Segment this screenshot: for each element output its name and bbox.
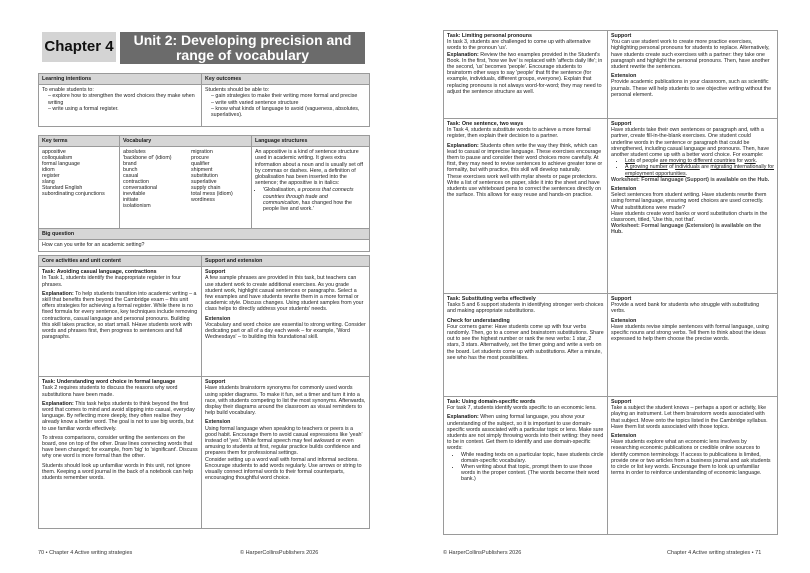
task2-title: Task: Understanding word choice in formal language <box>42 379 176 386</box>
vocab-word: supply chain <box>191 185 221 192</box>
task6-bullet: • When writing about that topic, prompt them to use those words in the proper context. (The words become their word bank.) <box>461 464 604 483</box>
vocab-word: total mess (idiom) <box>191 191 233 198</box>
task3-explanation <box>447 52 604 95</box>
explanation-label: Explanation: <box>447 414 479 421</box>
learning-intentions-heading: Learning intentions <box>39 74 202 85</box>
key-outcomes-heading: Key outcomes <box>202 74 370 85</box>
underlined-word: A growing number <box>625 164 668 171</box>
task3-support-text: You can use student work to create more practice exercises, highlighting personal pronouns for students to replace. Alternatively, have students create such exercises with a partner: they take one paragraph and highlight the personal pronouns. Then, have another student rewrite the sentences. <box>611 39 770 71</box>
task1-extension-text: Vocabulary and word choice are essential to strong writing. Consider dedicating part or all of a day each week – for example, 'Word Wednesdays' – to building this foundational skill. <box>205 321 366 341</box>
vocab-word: qualifier <box>191 161 210 168</box>
task3-cell <box>444 31 608 119</box>
task2-support-cell <box>202 377 370 529</box>
task6-support-text: Take a subject the student knows – perhaps a sport or activity, like playing an instrument. Let them brainstorm words associated with that subject. Move onto the topics listed in the Cambridge syllabus. Have them list words associated with those topics. <box>611 405 768 430</box>
key-term: subordinating conjunctions <box>42 191 105 198</box>
plain-text: are <box>699 164 711 171</box>
learning-intention-item: – write using a formal register. <box>48 106 198 112</box>
extension-label: Extension <box>611 433 637 440</box>
key-outcomes-cell <box>202 85 370 127</box>
key-outcome-item: – gain strategies to make their writing more formal and precise <box>211 93 366 99</box>
vocab-word: 'backbone of' (idiom) <box>123 155 172 162</box>
footer-copyright: © HarperCollinsPublishers 2026 <box>240 550 319 556</box>
quote-end: , has changed how the people live and work.' <box>263 199 352 213</box>
task5-extension-text: Have students revise simple sentences with formal language, using specific nouns and strong verbs. Tell them to think about the ideas expressed to help them choose the precise words. <box>611 323 769 343</box>
task3-title: Task: Limiting personal pronouns <box>447 33 532 39</box>
right-page <box>405 0 810 573</box>
footer-page-number: Chapter 4 Active writing strategies • 71 <box>667 550 762 556</box>
task6-title: Task: Using domain-specific words <box>447 399 536 405</box>
extension-label: Extension <box>611 317 637 324</box>
key-outcome-item: – write with varied sentence structure <box>211 100 366 106</box>
support-label: Support <box>205 379 226 386</box>
task6-support-cell <box>608 397 778 535</box>
underlined-word: individuals <box>675 164 700 171</box>
task1-support-text: A few sample phrases are provided in this task, but teachers can use student work to create additional exercises. As you grade student work, highlight casual sentences or paragraphs. Select a few examples and have students rewrite them in a more formal or academic style. Discuss changes. Using student samples from your class helps to directly address your students' needs. <box>205 275 364 313</box>
task5-check-text: Four corners game: Have students come up with four verbs randomly. Then, go to a corner and brainstorm substitutions. Share out to see the highest number or rank the new verbs: 1 star, 2 stars, 3 stars. Alternatively, set the timer going and write a verb on the board. Let students come up with substitutions. After a minute, see who has the most possibilities. <box>447 323 604 361</box>
task4-paragraph: These exercises work well with mylar sheets or page protectors. Write a list of sentences on paper, slide it into the sheet and have students use whiteboard pens to correct the sentences directly on the surface. This allows for easy reuse and hands-on practice. <box>447 173 601 199</box>
vocab-word: contraction <box>123 179 149 186</box>
task4-intro: In Task 4, students substitute words to achieve a more formal register, then explain their decision to a partner. <box>447 127 591 140</box>
key-outcome-item: – know what kinds of language to avoid (vagueness, absolutes, superlatives). <box>211 106 366 118</box>
vocabulary-heading: Vocabulary <box>120 136 252 147</box>
plain-text: of people <box>635 158 660 165</box>
key-term: appositive <box>42 149 66 156</box>
support-extension-heading: Support and extension <box>202 256 370 267</box>
task2-cell <box>39 377 202 529</box>
task3-intro: In task 3, students are challenged to come up with alternative words to the pronoun 'us'. <box>447 39 591 52</box>
task6-extension-text: Have students explore what an economic lens involves by researching economic publications or credible online sources to identify common terminology. If access to publications is limited, provide one or two articles from a business journal and ask students to circle or list key words. Encourage them to look up unfamiliar terms in order to reinforce understanding of economic language. <box>611 439 771 477</box>
task2-intro: Task 2 requires students to discuss the reasons why word substitutions have been made. <box>42 385 178 398</box>
unit-title: Unit 2: Developing precision and range of vocabulary <box>120 32 365 64</box>
right-activities-table <box>443 30 778 535</box>
task2-extension-text: Consider setting up a word wall with formal and informal sections. Encourage students to add words regularly. Use arrows or string to visually connect informal words to their formal counterparts, encouraging thoughtful word choice. <box>205 456 362 482</box>
appositive-example <box>263 187 366 212</box>
underlined-word: migrating internationally for employment opportunities <box>625 164 775 177</box>
task3-support-cell <box>608 31 778 119</box>
terms-table <box>38 135 370 252</box>
extension-label: Extension <box>205 419 231 426</box>
task1-cell <box>39 267 202 377</box>
task4-extension-text: Select sentences from student writing. Have students rewrite them using formal language, ensuring word choices are used correctly. What substitutions were made? <box>611 192 767 211</box>
activities-table <box>38 255 370 529</box>
explanation-label: Explanation: <box>42 400 74 407</box>
explanation-text: Review the two examples provided in the Student's Book. In the first, 'how we live' is replaced with 'affects daily life'; in the second, 'us' becomes 'people'. Encourage students to brainstorm other ways to say 'people' that fit the sentence (for example, individuals, different groups, everyone). Explain that replacing pronouns is not always word-for-word; they may need to adjust the sentence structure as well. <box>447 51 603 95</box>
task1-support-cell <box>202 267 370 377</box>
language-structures-heading: Language structures <box>252 136 370 147</box>
key-terms-list <box>39 147 120 229</box>
quote-appositive: a process that connects countries through trade and communication <box>263 187 354 206</box>
task4-extension-text: Have students create word banks or word substitution charts in the classroom, titled, 'Use this, not that'. <box>611 210 768 224</box>
vocab-word: substitution <box>191 173 218 180</box>
vocab-word: isolationism <box>123 203 151 210</box>
task5-support-text: Provide a word bank for students who struggle with substituting verbs. <box>611 302 760 315</box>
quote-start: 'Globalisation, <box>263 187 298 194</box>
big-question-heading: Big question <box>39 229 370 240</box>
task4-support-text: Have students take their own sentences or paragraph and, with a partner, create fill-in-the-blank exercises. One student could underline words in the sentence or paragraph that could be strengthened, including casual language and pronouns. Then, have another student come up with a better word choice. For example: <box>611 127 770 159</box>
support-label: Support <box>205 269 226 276</box>
task2-paragraph: Students should look up unfamiliar words in this unit, not ignore them. Keeping a word journal in the back of a notebook can help students remember words. <box>42 462 194 482</box>
task6-cell <box>444 397 608 535</box>
key-term: idiom <box>42 167 55 174</box>
task4-explanation <box>447 143 604 174</box>
vocab-word: migration <box>191 149 213 156</box>
support-label: Support <box>611 121 632 127</box>
check-understanding-label: Check for understanding <box>447 317 510 324</box>
task2-explanation <box>42 401 198 432</box>
key-term: slang <box>42 179 55 186</box>
task6-bullet: • While reading texts on a particular topic, have students circle domain-specific vocabulary. <box>461 452 604 464</box>
extension-label: Extension <box>205 315 231 322</box>
intentions-table <box>38 73 370 127</box>
extension-label: Extension <box>611 73 637 80</box>
explanation-label: Explanation: <box>447 51 479 58</box>
support-label: Support <box>611 399 632 405</box>
task1-explanation <box>42 291 198 341</box>
underlined-word: work <box>744 158 756 165</box>
language-structures-text: An appositive is a kind of sentence structure used in academic writing. It gives extra information about a noun and is usually set off by commas or dashes. Here, a definition of globalisation has been inserted into the sentence; the appositive is in italics: <box>255 149 363 187</box>
footer-copyright: © HarperCollinsPublishers 2026 <box>443 550 522 556</box>
vocab-word: absolutes <box>123 149 146 156</box>
chapter-label: Chapter 4 <box>42 32 116 62</box>
key-outcomes-intro: Students should be able to: <box>205 87 270 94</box>
plain-text: for <box>735 158 745 165</box>
explanation-text: To help students transition into academic writing – a skill that benefits them beyond the Cambridge exam – this unit offers strategies for achieving a formal register. While there is no fixed formula for every sentence, key techniques include removing contractions, casual language and personal pronouns. Building this skill takes practice, so start small. hHave students work with words and phrases first, then progress to sentences and full paragraphs. <box>42 290 198 341</box>
task6-explanation <box>447 414 604 451</box>
task5-support-cell <box>608 294 778 397</box>
task4-support-cell <box>608 119 778 294</box>
key-term: register <box>42 173 60 180</box>
vocab-word: shipment <box>191 167 213 174</box>
task6-intro: For task 7, students identify words specific to an economic lens. <box>447 405 597 412</box>
task5-cell <box>444 294 608 397</box>
underlined-word: Lots <box>625 158 636 165</box>
vocab-word: procure <box>191 155 209 162</box>
explanation-text: Students often write the way they think, which can lead to casual or imprecise language. These exercises encourage them to pause and consider their word choices more carefully. At first, they may need to revise sentences to achieve greater tone or formality, but with practice, this skill will develop naturally. <box>447 142 603 174</box>
learning-intention-item: – explore how to strengthen the word choices they make when writing <box>48 93 198 105</box>
key-term: colloquialism <box>42 155 73 162</box>
task4-cell <box>444 119 608 294</box>
learning-intentions-intro: To enable students to: <box>42 87 94 94</box>
vocab-word: brand <box>123 161 137 168</box>
example-sentence <box>625 164 774 176</box>
core-activities-heading: Core activities and unit content <box>39 256 202 267</box>
task2-paragraph: To stress comparisons, consider writing the sentences on the board, one on top of the other. Draw lines connecting words that have been changed; for example, from 'big' to 'significant'. Discuss why one word is more formal than the other. <box>42 434 198 460</box>
plain-text: . <box>755 158 758 165</box>
explanation-text: When using formal language, you show your understanding of the subject, so it is important to use domain-specific words associated with a particular topic or lens. Make sure students are not simply throwing words into their writing: they need to be in context. Get them to identify and use domain-specific words: <box>447 414 604 452</box>
vocab-word: initiate <box>123 197 139 204</box>
vocab-word: wordiness <box>191 197 215 204</box>
underlined-word: are moving to different countries <box>659 158 736 165</box>
vocab-word: casual <box>123 173 139 180</box>
task1-title: Task: Avoiding casual language, contractions <box>42 269 157 276</box>
task1-intro: In Task 1, students identify the inappropriate register in four phrases. <box>42 275 181 288</box>
key-terms-heading: Key terms <box>39 136 120 147</box>
extension-label: Extension <box>611 186 637 193</box>
task4-title: Task: One sentence, two ways <box>447 121 524 127</box>
plain-text: . <box>685 170 688 177</box>
task5-intro: Tasks 5 and 6 support students in identifying stronger verb choices and making appropriate substitutions. <box>447 302 604 315</box>
plain-text: of <box>667 164 676 171</box>
big-question-text: How can you write for an academic setting? <box>39 240 370 251</box>
explanation-label: Explanation: <box>447 142 479 149</box>
vocab-word: superlative <box>191 179 217 186</box>
vocab-word: bunch <box>123 167 138 174</box>
support-label: Support <box>611 33 632 39</box>
worksheet-note: Worksheet: Formal language (Support) is available on the Hub. <box>611 176 770 183</box>
support-label: Support <box>611 296 632 302</box>
task5-title: Task: Substituting verbs effectively <box>447 296 536 302</box>
vocab-word: conversational <box>123 185 158 192</box>
vocabulary-list <box>120 147 252 229</box>
language-structures-cell <box>252 147 370 229</box>
worksheet-note: Worksheet: Formal language (Extension) is available on the Hub. <box>611 223 762 236</box>
learning-intentions-cell <box>39 85 202 127</box>
explanation-text: This task helps students to think beyond the first word that comes to mind and avoid slipping into casual, everyday language. By reflecting more deeply, they often realise they already know a better word. The goal is not to use big words, but to use familiar words effectively. <box>42 400 195 432</box>
explanation-label: Explanation: <box>42 290 74 297</box>
key-term: formal language <box>42 161 80 168</box>
task2-support-text: Have students brainstorm synonyms for commonly used words using spider diagrams. To make it fun, set a timer and turn it into a race, with students competing to list the most synonyms. Afterwards, display their diagrams around the classroom as visual reminders to help build vocabulary. <box>205 385 366 417</box>
task3-extension-text: Provide academic publications in your classroom, such as scientific journals. These will help students to see objective writing without the personal element. <box>611 79 772 98</box>
key-term: Standard English <box>42 185 83 192</box>
footer-page-number: 70 • Chapter 4 Active writing strategies <box>38 550 133 556</box>
vocab-word: inevitable <box>123 191 146 198</box>
task2-extension-text: Using formal language when speaking to teachers or peers is a good habit. Encourage them to avoid casual expressions like 'yeah' instead of 'yes'. While formal speech may feel awkward or even amusing to students at first, regular practice builds confidence and prepares them for professional settings. <box>205 425 363 457</box>
